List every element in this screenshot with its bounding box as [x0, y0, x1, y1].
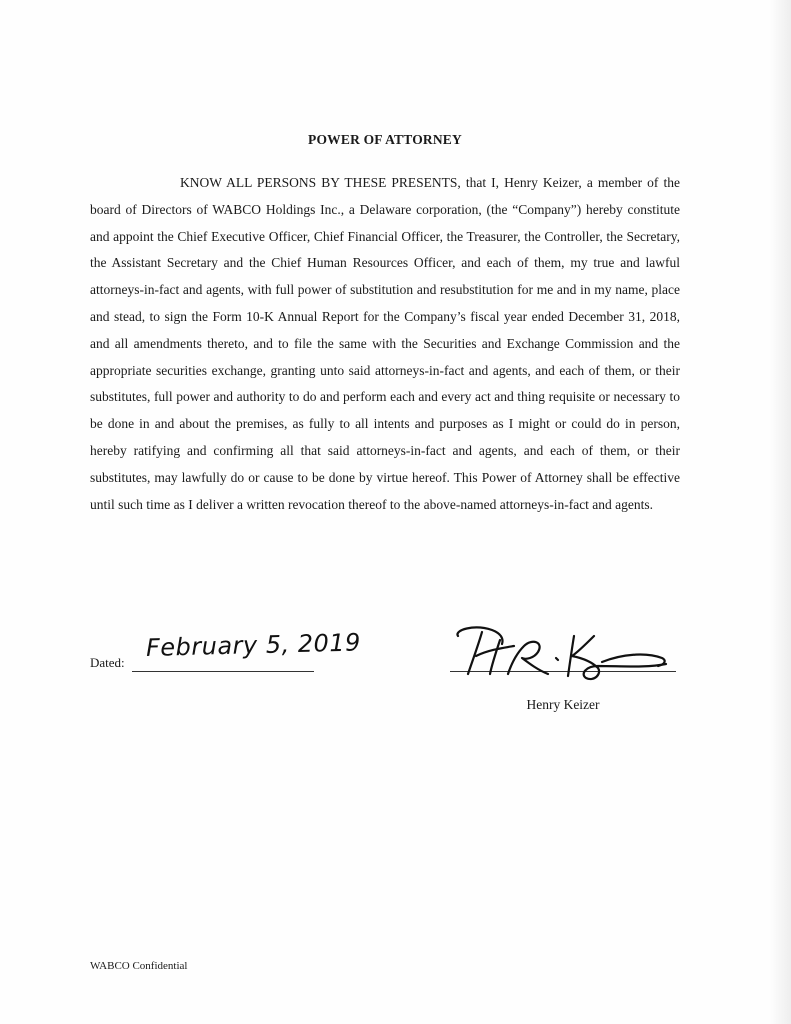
document-title: POWER OF ATTORNEY — [308, 132, 462, 147]
footer-confidential: WABCO Confidential — [90, 960, 188, 972]
handwritten-signature — [452, 622, 682, 688]
body-paragraph: KNOW ALL PERSONS BY THESE PRESENTS, that I, Henry Keizer, a member of the board of Directors of WABCO Holdings Inc., a Delaware corporation, (the “Company”) hereby constitute and appoint the Chief Executive Officer, Chief Financial Officer, the Treasurer, the Controller, the Secretary, the Assistant Secretary and the Chief Human Resources Officer, and each of them, my true and lawful attorneys-in-fact and agents, with full power of substitution and resubstitution for me and in my name, place and stead, to sign the Form 10-K Annual Report for the Company’s fiscal year ended December 31, 2018, and all amendments thereto, and to file the same with the Securities and Exchange Commission and the appropriate securities exchange, granting unto said attorneys-in-fact and agents, and each of them, or their substitutes, full power and authority to do and perform each and every act and thing requisite or necessary to be done in and about the premises, as fully to all intents and purposes as I might or could do in person, hereby ratifying and confirming all that said attorneys-in-fact and agents, and each of them, or their substitutes, may lawfully do or cause to be done by virtue hereof. This Power of Attorney shall be effective until such time as I deliver a written revocation thereof to the above-named attorneys-in-fact and agents. — [90, 175, 680, 512]
signer-name: Henry Keizer — [526, 697, 600, 712]
handwritten-date: February 5, 2019 — [145, 628, 362, 662]
scan-edge-shadow — [769, 0, 791, 1024]
date-underline — [132, 671, 314, 672]
dated-label: Dated: — [90, 655, 125, 670]
